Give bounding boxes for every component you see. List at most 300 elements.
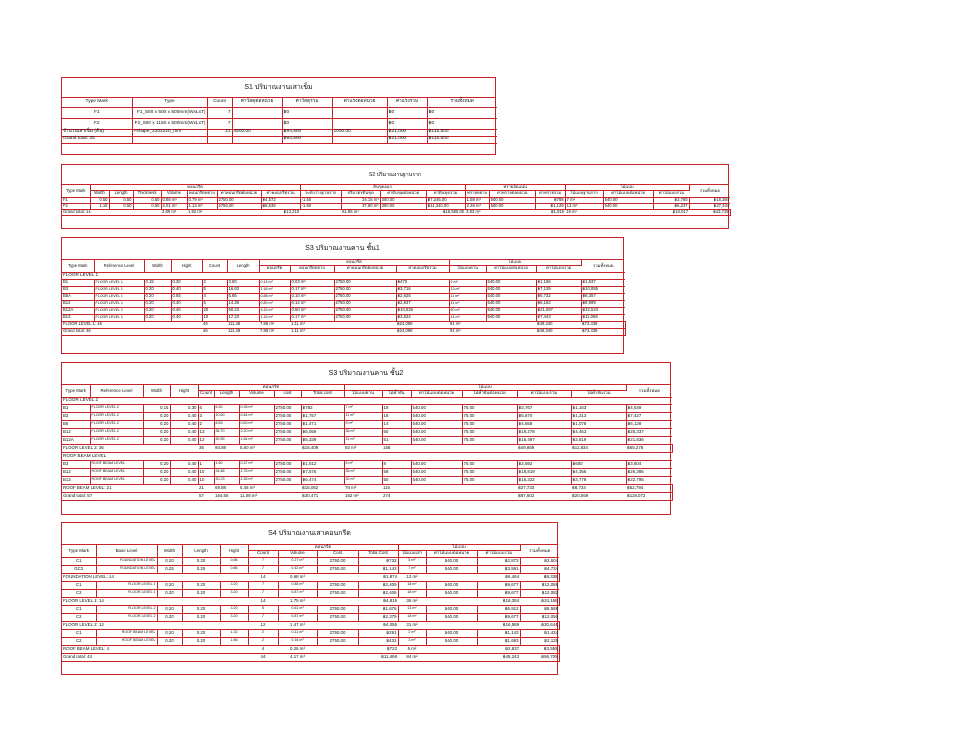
table-cell: [317, 653, 358, 661]
table-cell: 2750.00: [274, 420, 301, 428]
table-cell: 7.86 m³: [259, 321, 290, 328]
table-cell: 500.00: [489, 203, 535, 209]
table-cell: [462, 484, 517, 492]
table-cell: ฿1,757: [301, 412, 344, 420]
table-cell: FLOOR LEVEL 1: [94, 286, 144, 293]
table-cell: 12 m²: [398, 573, 426, 581]
table-cell: 92 m²: [344, 444, 382, 452]
table-cell: 7 m²: [565, 197, 603, 203]
table-cell: 10: [198, 468, 214, 476]
table-cell: 75.00: [462, 404, 517, 412]
table-cell: FLOOR LEVEL 1: [94, 300, 144, 307]
table-cell: ฿431: [358, 637, 398, 645]
table-cell: จำนวนเสาเข็ม (ต้น): [62, 129, 132, 136]
table-cell: ฿25,337: [626, 428, 672, 436]
table-cell: ฿20,569: [571, 492, 626, 500]
table-cell: 0.40: [171, 300, 202, 307]
table-cell: 3.83 m³: [465, 209, 489, 215]
table-row: [62, 118, 497, 129]
table-cell: B3: [62, 286, 94, 293]
table-row: [62, 637, 559, 645]
table-cell: ฿52,794: [626, 484, 672, 492]
column-header: ค่าไม้แบบรวม: [536, 265, 581, 272]
table-cell: ฿5,732: [536, 293, 581, 300]
table-cell: ฿32,523: [581, 307, 625, 314]
table-cell: ฿21,000: [387, 129, 427, 136]
table-cell: [90, 492, 143, 500]
column-header: ไม้ค้ำยันรวม: [571, 390, 626, 397]
table-cell: 0.50 m³: [290, 307, 334, 314]
table-cell: 2: [248, 629, 278, 637]
column-schedule: [61, 522, 558, 675]
table-cell: ROOF BEAM LEVEL: [90, 460, 143, 468]
table-cell: B3: [62, 460, 90, 468]
table-row: [62, 557, 559, 565]
table-cell: 0.40: [170, 428, 198, 436]
table-cell: 162 m²: [344, 492, 382, 500]
table-cell: FLOOR LEVEL 1: [96, 581, 157, 589]
table-cell: I-shape_220x220_mm: [132, 129, 207, 136]
column-header: Thickness: [133, 190, 161, 197]
table-cell: ฿1,129: [535, 203, 565, 209]
table-cell: 0.37 m³: [239, 460, 274, 468]
table-row: [62, 307, 625, 314]
table-cell: 2750.00: [217, 203, 261, 209]
table-cell: 18 m²: [398, 613, 426, 621]
table-cell: 0.20: [182, 613, 220, 621]
table-cell: 0.40: [170, 476, 198, 484]
table-cell: 0.40: [170, 436, 198, 444]
col-type-mark: Type Mark: [62, 260, 94, 272]
table-cell: 1.15: [90, 203, 109, 209]
group-formwork: ไม้แบบ: [565, 185, 689, 190]
table-row: [62, 286, 625, 293]
table-cell: [157, 645, 182, 653]
table-cell: ฿7,139: [536, 286, 581, 293]
table-cell: 2.35 m³: [239, 476, 274, 484]
column-header: ไม้ค้ำยัน: [382, 390, 411, 397]
table-cell: FLOOR LEVEL 2: [90, 412, 143, 420]
table-cell: 0.50: [133, 203, 161, 209]
table-cell: ฿0: [387, 118, 427, 129]
table-cell: ฿115,500: [427, 129, 497, 136]
table-cell: ฿3,819: [571, 436, 626, 444]
table-cell: [220, 597, 248, 605]
table-cell: 1.11 m³: [290, 321, 334, 328]
table-cell: 540.00: [411, 460, 462, 468]
column-header: Type: [132, 98, 207, 107]
table-cell: ฿7,245.00: [426, 197, 465, 203]
table-cell: ฿1,078: [571, 420, 626, 428]
table-cell: 75.00: [462, 476, 517, 484]
table-cell: 13 m²: [449, 286, 486, 293]
table-cell: ฿20,644: [520, 621, 559, 629]
table-cell: 75.00: [462, 436, 517, 444]
table-cell: 0.20: [143, 420, 170, 428]
table-row: [62, 468, 672, 476]
table-cell: 7.86 m³: [259, 328, 290, 335]
table-cell: 13: [198, 428, 214, 436]
table-cell: [144, 328, 171, 335]
table-cell: 0.88 m³: [259, 293, 290, 300]
table-cell: [144, 321, 171, 328]
table-cell: 75.00: [462, 412, 517, 420]
table-cell: Grand total: 44: [62, 653, 96, 661]
table-cell: ฿1,313: [571, 412, 626, 420]
table-cell: 75.00: [462, 460, 517, 468]
table-row: [62, 428, 672, 436]
table-cell: FLOOR LEVEL 2: [90, 436, 143, 444]
table-cell: Grand total: 14: [63, 208, 91, 214]
table-cell: [411, 492, 462, 500]
table-cell: [462, 444, 517, 452]
table-cell: ฿6,059: [301, 428, 344, 436]
table-cell: [274, 444, 301, 452]
table-cell: ฿7,443: [536, 314, 581, 321]
column-header: ค่าคอนกรีตรวม: [396, 265, 449, 272]
table-cell: [170, 444, 198, 452]
table-cell: ฿8,999: [581, 300, 625, 307]
table-cell: ฿4,572: [261, 197, 300, 203]
table-cell: ฿19,278: [517, 428, 571, 436]
table-cell: ฿118,072: [626, 492, 672, 500]
col-base-level: Base Level: [96, 545, 157, 557]
table-cell: ฿27,344: [689, 203, 730, 209]
table-cell: [274, 492, 301, 500]
table-cell: ฿73,438: [581, 328, 625, 335]
table-cell: ฿115,500: [427, 136, 497, 143]
table-cell: ฿1,916: [535, 209, 565, 215]
table-cell: F1: [62, 197, 90, 203]
table-cell: 36 m²: [344, 428, 382, 436]
table-cell: ฿6,237: [653, 203, 689, 209]
table-cell: 540.00: [411, 468, 462, 476]
table-cell: 84 m²: [398, 653, 426, 661]
table-cell: ฿4,734: [520, 565, 559, 573]
table-cell: 0.25: [182, 565, 220, 573]
table-cell: 2.76 m³: [239, 468, 274, 476]
column-header: ค่าดินขุดรวม: [426, 190, 465, 197]
group-concrete: คอนกรีต: [90, 185, 300, 190]
table-cell: 18 m²: [398, 581, 426, 589]
table-cell: ฿2,873: [477, 557, 520, 565]
table-cell: 0.20: [182, 637, 220, 645]
table-cell: 3.20: [220, 613, 248, 621]
table-cell: 540.00: [411, 428, 462, 436]
table-cell: B13: [62, 314, 94, 321]
table-cell: 4.60: [214, 460, 239, 468]
table-cell: 75.00: [462, 468, 517, 476]
table-cell: [94, 328, 144, 335]
table-cell: 14: [382, 420, 411, 428]
col-length: Length: [182, 545, 220, 557]
table-row: [62, 605, 559, 613]
table-cell: F2_500 x 1150 x 500mm(WxLxT): [132, 118, 207, 129]
table-cell: ฿1,676: [358, 605, 398, 613]
table-cell: 2.20 m³: [239, 428, 274, 436]
table-cell: 2750.00: [274, 468, 301, 476]
table-cell: ฿43,729: [689, 209, 730, 215]
table-cell: 8.63: [214, 420, 239, 428]
table-cell: ฿13,210: [261, 209, 300, 215]
table-cell: 3 m²: [398, 637, 426, 645]
table-cell: ฿12,056: [520, 613, 559, 621]
table-cell: ฿10,017: [653, 209, 689, 215]
beam-level2-schedule-title: S3 ปริมาณงานคาน ชั้น2: [62, 363, 670, 385]
column-header: ไม้แบบคาน: [449, 265, 486, 272]
table-cell: 0.87 m³: [278, 589, 317, 597]
table-cell: ฿6,162: [536, 300, 581, 307]
pile-schedule-table: [62, 98, 497, 144]
table-cell: 0.40: [170, 420, 198, 428]
table-cell: ฿732: [358, 557, 398, 565]
table-cell: 94.88: [214, 444, 239, 452]
table-cell: 2.26 m³: [465, 203, 489, 209]
beam-level1-schedule: [61, 237, 624, 354]
table-cell: 14.28: [227, 300, 259, 307]
pile-schedule: [61, 77, 496, 155]
column-header: Volume: [239, 390, 274, 397]
table-cell: F1_500 x 500 x 500mm(WxLxT): [132, 107, 207, 118]
table-cell: 0.20: [157, 637, 182, 645]
col-type-mark: Type Mark: [62, 385, 90, 397]
table-cell: 7: [248, 589, 278, 597]
table-cell: [182, 645, 220, 653]
table-cell: ฿24,099: [396, 321, 449, 328]
table-cell: FOUNDATION LEVEL: 14: [62, 573, 96, 581]
table-cell: 111.49: [227, 321, 259, 328]
table-cell: 46: [202, 321, 227, 328]
table-cell: 51: [382, 436, 411, 444]
table-cell: [334, 321, 396, 328]
table-cell: 0.20: [157, 613, 182, 621]
column-header: Length: [214, 390, 239, 397]
table-cell: FLOOR LEVEL 1: [94, 307, 144, 314]
table-cell: ฿722: [358, 645, 398, 653]
table-row: [62, 581, 559, 589]
table-cell: 0.20: [144, 300, 171, 307]
col-width: Width: [143, 385, 170, 397]
table-row: [62, 314, 625, 321]
table-cell: ฿2,379: [358, 613, 398, 621]
table-cell: 2: [202, 279, 227, 286]
table-cell: 2750.00: [274, 436, 301, 444]
table-cell: 7: [248, 581, 278, 589]
table-cell: 0.50: [90, 197, 109, 203]
table-cell: ROOF BEAM LEVEL: [90, 476, 143, 484]
table-cell: 36: [198, 444, 214, 452]
table-row: [62, 293, 625, 300]
table-cell: FLOOR LEVEL 2: [90, 420, 143, 428]
table-cell: ฿3,559: [520, 645, 559, 653]
table-cell: ฿1,693: [477, 637, 520, 645]
table-cell: ฿2,125: [520, 637, 559, 645]
table-row: [62, 476, 672, 484]
table-cell: ฿3,767: [517, 404, 571, 412]
table-cell: ฿18,585.00: [426, 209, 465, 215]
table-cell: 540.00: [411, 436, 462, 444]
table-cell: 24.15 m³: [341, 197, 380, 203]
table-cell: [426, 597, 477, 605]
column-header: cost: [274, 390, 301, 397]
table-cell: [232, 136, 282, 143]
table-cell: 0.15: [143, 404, 170, 412]
column-header: ค่าแรงต่อหน่วย: [332, 98, 387, 107]
table-cell: ฿11,340.00: [426, 203, 465, 209]
table-cell: ฿6,464: [477, 573, 520, 581]
foundation-schedule: [61, 164, 729, 229]
table-cell: 11 m²: [344, 412, 382, 420]
table-cell: [411, 444, 462, 452]
table-cell: 300.00: [380, 203, 426, 209]
table-cell: 0.20: [143, 468, 170, 476]
table-row: [62, 107, 497, 118]
table-cell: -1.50: [300, 203, 341, 209]
table-cell: 540.00: [426, 589, 477, 597]
table-cell: 2750.00: [334, 314, 396, 321]
table-cell: 91 m²: [449, 328, 486, 335]
col-grand-total: รวมทั้งหมด: [520, 545, 559, 557]
table-cell: FLOOR LEVEL 2: [96, 605, 157, 613]
table-cell: ฿73,438: [581, 321, 625, 328]
column-header: ค่าไม้แบบต่อหน่วย: [426, 550, 477, 557]
table-cell: 0.20: [157, 629, 182, 637]
table-cell: 35 m²: [344, 468, 382, 476]
table-cell: 31 m²: [398, 621, 426, 629]
table-cell: ฿16,497: [517, 436, 571, 444]
table-cell: [274, 484, 301, 492]
table-cell: 12: [248, 621, 278, 629]
table-cell: 0.03 m³: [290, 279, 334, 286]
table-cell: 5.48 m³: [239, 484, 274, 492]
table-cell: 116: [382, 484, 411, 492]
table-cell: ฿9,677: [477, 613, 520, 621]
table-cell: 10: [198, 476, 214, 484]
table-cell: ฿11,068: [581, 314, 625, 321]
table-cell: ฿49,869: [517, 444, 571, 452]
table-cell: 0.20: [182, 581, 220, 589]
table-cell: 11 m²: [449, 300, 486, 307]
grand-total-row: [62, 209, 730, 215]
table-cell: 0.20: [182, 629, 220, 637]
table-cell: ฿0: [427, 118, 497, 129]
table-cell: 2750.00: [334, 307, 396, 314]
table-cell: 540.00: [426, 557, 477, 565]
table-cell: B6: [62, 420, 90, 428]
table-cell: ฿6,912: [477, 605, 520, 613]
table-cell: ฿0: [282, 118, 332, 129]
table-cell: C1: [62, 557, 96, 565]
table-cell: [462, 492, 517, 500]
table-cell: 540.00: [426, 629, 477, 637]
table-cell: 3.60: [227, 279, 259, 286]
table-cell: 1.13 m³: [187, 203, 217, 209]
column-header: ค่าไม้แบบรวม: [517, 390, 571, 397]
table-cell: ฿8,357: [581, 293, 625, 300]
table-cell: 91 m²: [449, 321, 486, 328]
table-cell: 0.14 m³: [259, 279, 290, 286]
table-cell: 540.00: [426, 605, 477, 613]
table-cell: 540.00: [486, 314, 536, 321]
table-cell: [170, 492, 198, 500]
table-cell: 0.10 m³: [290, 293, 334, 300]
table-cell: 7: [207, 118, 232, 129]
group-excavation: ดินขุดออก: [300, 185, 465, 190]
table-cell: 0.26 m³: [278, 645, 317, 653]
table-cell: ฿3,604: [520, 557, 559, 565]
table-cell: 4500.00: [232, 129, 282, 136]
table-cell: 2750.00: [334, 279, 396, 286]
table-cell: [489, 209, 535, 215]
table-cell: ฿4,549: [626, 404, 672, 412]
table-cell: 2750.00: [317, 589, 358, 597]
table-cell: ฿1,471: [301, 420, 344, 428]
table-cell: ฿5,670: [517, 412, 571, 420]
table-cell: 18: [382, 404, 411, 412]
table-cell: 2750.00: [317, 581, 358, 589]
table-cell: [157, 597, 182, 605]
table-cell: C2: [62, 637, 96, 645]
table-cell: 0.20: [157, 557, 182, 565]
table-cell: ROOF BEAM LEVEL: 21: [62, 484, 90, 492]
column-header: ค่าวัสดุต่อหน่วย: [232, 98, 282, 107]
column-header: ค่าทรายรวม: [535, 190, 565, 197]
table-cell: ฿8,734: [571, 484, 626, 492]
table-cell: 50.23: [227, 307, 259, 314]
table-cell: ฿1,874: [358, 573, 398, 581]
table-cell: [486, 328, 536, 335]
table-cell: ฿1,434: [520, 629, 559, 637]
table-cell: 10: [202, 314, 227, 321]
table-cell: 0.40: [170, 412, 198, 420]
table-cell: 11.08 m³: [239, 492, 274, 500]
table-cell: [133, 209, 161, 215]
table-cell: FLOOR LEVEL 1: [96, 589, 157, 597]
col-hight: Hight: [220, 545, 248, 557]
table-header-row: [62, 190, 730, 197]
table-cell: 0.20: [157, 589, 182, 597]
subtotal-row: [62, 573, 559, 581]
section-label: FLOOR LEVEL 2: [62, 397, 672, 404]
table-cell: 30 m²: [344, 476, 382, 484]
table-cell: Grand total: 35: [62, 136, 132, 143]
table-cell: 2750.00: [317, 613, 358, 621]
table-cell: 540.00: [486, 307, 536, 314]
table-row: [62, 279, 625, 286]
table-cell: 2750.00: [274, 412, 301, 420]
table-cell: 158: [382, 444, 411, 452]
col-reference-level: Reference Level: [94, 260, 144, 272]
table-cell: Grand total: 57: [62, 492, 90, 500]
subtotal-row: [62, 621, 559, 629]
table-cell: FLOOR LEVEL 2: 36: [62, 444, 90, 452]
column-header: ค่าไม้แบบรวม: [477, 550, 520, 557]
table-cell: 18: [382, 412, 411, 420]
table-cell: 21: [207, 129, 232, 136]
table-cell: 50: [382, 476, 411, 484]
beam-level2-schedule-table: [62, 385, 673, 501]
table-cell: ฿45,243: [477, 653, 520, 661]
column-header: Total Cost: [358, 550, 398, 557]
table-cell: [143, 492, 170, 500]
table-cell: 1.92 m³: [187, 209, 217, 215]
table-cell: 2 m²: [398, 629, 426, 637]
table-cell: 0.87 m³: [278, 613, 317, 621]
table-cell: ฿2,406: [358, 589, 398, 597]
table-row: [62, 300, 625, 307]
table-cell: [217, 209, 261, 215]
table-cell: 2750.00: [217, 197, 261, 203]
